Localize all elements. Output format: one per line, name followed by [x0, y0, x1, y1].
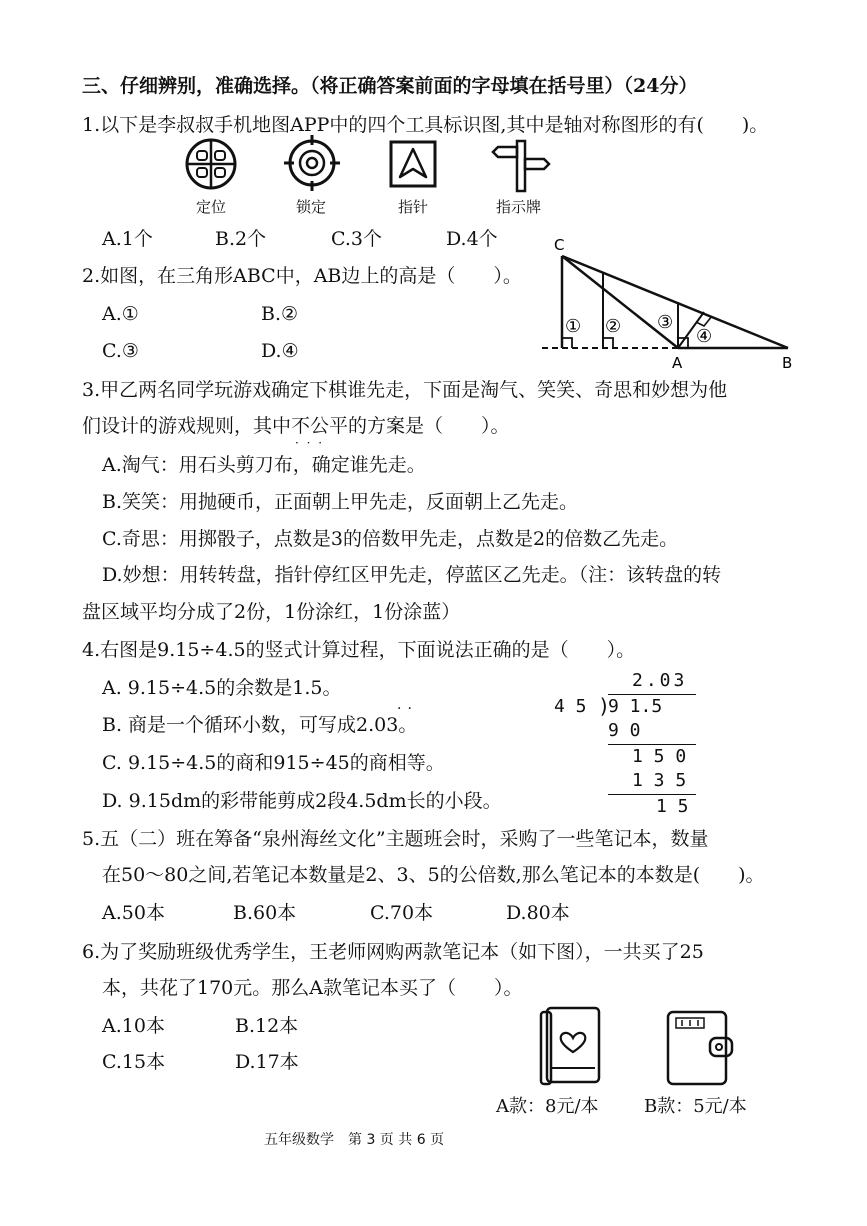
- q3-option-d-cont: 盘区域平均分成了2份，1份涂红，1份涂蓝）: [82, 601, 461, 623]
- q4-option-b: B. 商是一个循环小数，可写成2.03。: [102, 714, 418, 736]
- q2-option-d: D.④: [261, 340, 299, 362]
- q6-option-d: D.17本: [235, 1051, 299, 1073]
- division-quotient: 2.03: [632, 670, 688, 691]
- division-row-1: 9 0: [608, 720, 641, 741]
- division-rule-1: [608, 744, 696, 745]
- division-row-4: 1 5: [656, 796, 689, 817]
- label-3: ③: [657, 312, 674, 333]
- notebook-b-icon: [664, 1008, 736, 1088]
- q4-option-a: A. 9.15÷4.5的余数是1.5。: [102, 677, 342, 699]
- q5-option-d: D.80本: [506, 902, 570, 924]
- q3-option-d: D.妙想：用转转盘，指针停红区甲先走，停蓝区乙先走。（注：该转盘的转: [102, 564, 722, 586]
- q6-option-b: B.12本: [235, 1015, 299, 1037]
- signpost-icon: [490, 137, 554, 193]
- division-row-2: 1 5 0: [632, 746, 687, 767]
- vertex-b: B: [782, 354, 793, 372]
- division-top-rule: [608, 694, 696, 695]
- q4-option-c: C. 9.15÷4.5的商和915÷45的商相等。: [102, 752, 445, 774]
- recurring-dots: ··: [397, 701, 418, 717]
- q5-line1: 5.五（二）班在筹备“泉州海丝文化”主题班会时，采购了一些笔记本，数量: [82, 828, 709, 850]
- label-4: ④: [696, 326, 713, 347]
- q3-option-a: A.淘气：用石头剪刀布，确定谁先走。: [102, 454, 426, 476]
- q5-option-b: B.60本: [233, 902, 297, 924]
- target-icon: [284, 135, 340, 191]
- section-title: 三、仔细辨别，准确选择。（将正确答案前面的字母填在括号里）（24分）: [82, 75, 698, 97]
- q5-option-a: A.50本: [102, 902, 165, 924]
- q3-emphasis: 不公平 · · ·: [291, 415, 348, 437]
- q1-option-a: A.1个: [102, 228, 153, 250]
- q2-option-a: A.①: [102, 303, 139, 325]
- q4-stem: 4.右图是9.15÷4.5的竖式计算过程，下面说法正确的是（ ）。: [82, 639, 636, 661]
- q4-option-d: D. 9.15dm的彩带能剪成2段4.5dm长的小段。: [102, 790, 502, 812]
- vertex-a: A: [672, 354, 683, 372]
- q2-stem: 2.如图，在三角形ABC中，AB边上的高是（ ）。: [82, 265, 522, 287]
- notebook-a-caption: A款：8元/本: [496, 1096, 599, 1117]
- icon-label-locate: 定位: [196, 198, 227, 216]
- q6-option-a: A.10本: [102, 1015, 165, 1037]
- q3-stem-line2: [82, 414, 510, 438]
- long-division: [552, 668, 702, 818]
- division-dividend: 9 1.5: [608, 696, 663, 717]
- q3-option-c: C.奇思：用掷骰子，点数是3的倍数甲先走，点数是2的倍数乙先走。: [102, 528, 679, 550]
- notebook-a-icon: [537, 1002, 605, 1086]
- q1-option-d: D.4个: [446, 228, 498, 250]
- icon-label-pointer: 指针: [398, 198, 429, 216]
- label-2: ②: [605, 316, 622, 337]
- globe-icon: [184, 137, 238, 191]
- q2-option-c: C.③: [102, 340, 139, 362]
- q3-stem-pre: 们设计的游戏规则，其中: [82, 415, 292, 437]
- q1-option-c: C.3个: [331, 228, 382, 250]
- q3-option-b: B.笑笑：用抛硬币，正面朝上甲先走，反面朝上乙先走。: [102, 491, 579, 513]
- vertex-c: C: [554, 236, 565, 254]
- division-divisor: 4 5: [554, 696, 587, 717]
- q1-option-b: B.2个: [215, 228, 267, 250]
- q5-option-c: C.70本: [370, 902, 434, 924]
- arrow-pointer-icon: [388, 139, 438, 189]
- q6-line2: 本，共花了170元。那么A款笔记本买了（ ）。: [102, 977, 523, 999]
- division-bracket: ): [598, 694, 611, 718]
- q6-option-c: C.15本: [102, 1051, 166, 1073]
- q3-stem-post: 的方案是（ ）。: [348, 415, 510, 437]
- q5-line2: 在50～80之间,若笔记本数量是2、3、5的公倍数,那么笔记本的本数是( )。: [102, 864, 765, 886]
- division-rule-2: [608, 794, 696, 795]
- q2-option-b: B.②: [261, 303, 299, 325]
- triangle-figure: [538, 236, 800, 372]
- notebook-b-caption: B款：5元/本: [644, 1096, 747, 1117]
- q6-line1: 6.为了奖励班级优秀学生，王老师网购两款笔记本（如下图），一共买了25: [82, 941, 704, 963]
- label-1: ①: [565, 316, 582, 337]
- page-footer: 五年级数学 第 3 页 共 6 页: [264, 1132, 445, 1148]
- icon-label-lock: 锁定: [296, 198, 327, 216]
- q1-stem: 1.以下是李叔叔手机地图APP中的四个工具标识图,其中是轴对称图形的有( )。: [82, 114, 769, 136]
- icon-label-signpost: 指示牌: [496, 198, 542, 216]
- q3-stem-line1: 3.甲乙两名同学玩游戏确定下棋谁先走，下面是淘气、笑笑、奇思和妙想为他: [82, 379, 728, 401]
- division-row-3: 1 3 5: [632, 770, 687, 791]
